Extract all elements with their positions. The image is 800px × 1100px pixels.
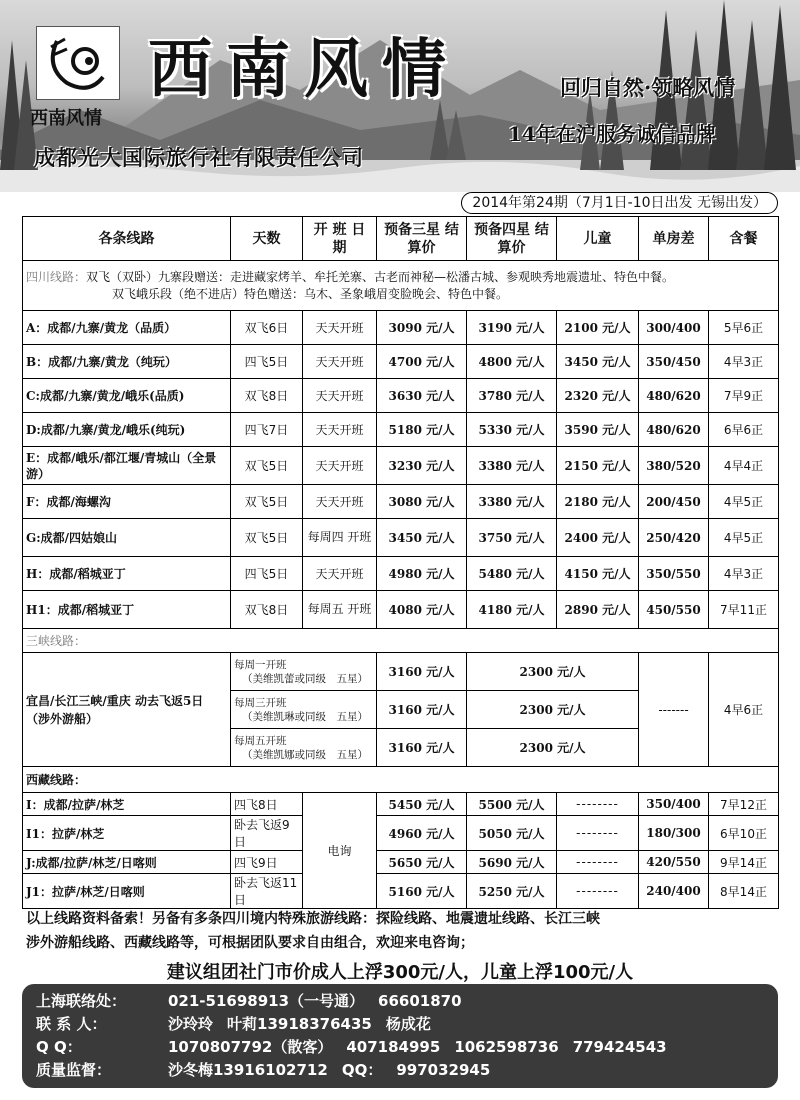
price-child-cell: 3450 元/人	[557, 345, 639, 379]
contact-person-2[interactable]: 叶莉13918376435	[227, 1015, 372, 1033]
table-header-row	[23, 217, 779, 261]
single-supplement-cell: 480/620	[639, 413, 709, 447]
days-cell: 双飞5日	[231, 485, 303, 519]
table-row	[23, 851, 779, 874]
route-cell: J1：拉萨/林芝/日喀则	[23, 874, 231, 909]
price-4star-cell: 5480 元/人	[467, 557, 557, 591]
price-child-cell: --------	[557, 793, 639, 816]
single-supplement-cell: 350/400	[639, 793, 709, 816]
days-cell: 四飞5日	[231, 345, 303, 379]
header-meals: 含餐	[709, 217, 779, 261]
qq-4[interactable]: 779424543	[572, 1038, 667, 1056]
price-4star-cell: 5250 元/人	[467, 874, 557, 909]
table-row	[23, 485, 779, 519]
meals-cell: 4早4正	[709, 447, 779, 485]
sichuan-section-note	[23, 261, 779, 311]
days-cell: 双飞8日	[231, 591, 303, 629]
slogan: 回归自然·领略风情	[560, 75, 736, 100]
price-3star-cell: 3230 元/人	[377, 447, 467, 485]
sanxia-option-cell	[231, 729, 377, 767]
price-child-cell: 2300 元/人	[467, 691, 639, 729]
logo-name: 西南风情	[30, 108, 102, 129]
header-3star: 预备三星 结算价	[377, 217, 467, 261]
price-4star-cell: 5500 元/人	[467, 793, 557, 816]
table-row	[23, 519, 779, 557]
schedule-cell: 天天开班	[303, 557, 377, 591]
qq-2[interactable]: 407184995	[346, 1038, 441, 1056]
office-phone[interactable]: 021-51698913（一号通）	[168, 992, 365, 1010]
tibet-section-label: 西藏线路：	[23, 767, 779, 793]
schedule-cell: 天天开班	[303, 379, 377, 413]
contact-panel	[22, 984, 778, 1088]
route-cell: I1：拉萨/林芝	[23, 816, 231, 851]
meals-cell: 7早11正	[709, 591, 779, 629]
qq-3[interactable]: 1062598736	[454, 1038, 559, 1056]
single-supplement-cell: -------	[639, 653, 709, 767]
route-cell: J:成都/拉萨/林芝/日喀则	[23, 851, 231, 874]
price-child-cell: --------	[557, 851, 639, 874]
price-3star-cell: 5650 元/人	[377, 851, 467, 874]
price-3star-cell: 3630 元/人	[377, 379, 467, 413]
sanxia-option-cell	[231, 691, 377, 729]
route-cell: H1：成都/稻城亚丁	[23, 591, 231, 629]
schedule-cell: 电询	[303, 793, 377, 909]
days-cell: 双飞6日	[231, 311, 303, 345]
days-cell: 四飞9日	[231, 851, 303, 874]
price-4star-cell: 3380 元/人	[467, 447, 557, 485]
single-supplement-cell: 420/550	[639, 851, 709, 874]
price-4star-cell: 3780 元/人	[467, 379, 557, 413]
single-supplement-cell: 200/450	[639, 485, 709, 519]
route-cell: D:成都/九寨/黄龙/峨乐(纯玩)	[23, 413, 231, 447]
price-table	[22, 216, 779, 909]
price-4star-cell: 3380 元/人	[467, 485, 557, 519]
days-cell: 四飞8日	[231, 793, 303, 816]
price-4star-cell: 3750 元/人	[467, 519, 557, 557]
sichuan-section-row	[23, 261, 779, 311]
price-3star-cell: 3080 元/人	[377, 485, 467, 519]
meals-cell: 4早3正	[709, 557, 779, 591]
logo	[36, 26, 120, 100]
contact-person-3: 杨成花	[385, 1015, 431, 1033]
schedule-cell: 天天开班	[303, 413, 377, 447]
sanxia-option-day: 每周三开班	[234, 696, 287, 709]
price-3star-cell: 3160 元/人	[377, 653, 467, 691]
price-3star-cell: 3160 元/人	[377, 729, 467, 767]
table-row	[23, 653, 779, 691]
brand-tagline: 14年在沪服务诚信品牌	[508, 122, 716, 146]
price-child-cell: 2100 元/人	[557, 311, 639, 345]
days-cell: 卧去飞返9日	[231, 816, 303, 851]
header-single: 单房差	[639, 217, 709, 261]
sanxia-option-cell	[231, 653, 377, 691]
footer-note-line-1: 以上线路资料备索！另备有多条四川境内特殊旅游线路：探险线路、地震遗址线路、长江三峡	[26, 911, 600, 927]
price-child-cell: 4150 元/人	[557, 557, 639, 591]
days-cell: 卧去飞返11日	[231, 874, 303, 909]
table-row	[23, 793, 779, 816]
schedule-cell: 天天开班	[303, 311, 377, 345]
header-route: 各条线路	[23, 217, 231, 261]
single-supplement-cell: 180/300	[639, 816, 709, 851]
single-supplement-cell: 350/450	[639, 345, 709, 379]
sichuan-note-2: 双飞峨乐段（绝不进店）特色赠送：乌木、圣象峨眉变脸晚会、特色中餐。	[112, 286, 509, 301]
table-row	[23, 557, 779, 591]
price-3star-cell: 4960 元/人	[377, 816, 467, 851]
price-child-cell: 2150 元/人	[557, 447, 639, 485]
price-4star-cell: 5330 元/人	[467, 413, 557, 447]
price-3star-cell: 5160 元/人	[377, 874, 467, 909]
single-supplement-cell: 350/550	[639, 557, 709, 591]
sanxia-option-ship: （美维凯娜或同级 五星）	[242, 748, 368, 761]
table-row	[23, 816, 779, 851]
issue-badge: 2014年第24期（7月1日-10日出发 无锡出发）	[461, 192, 778, 214]
single-supplement-cell: 240/400	[639, 874, 709, 909]
single-supplement-cell: 380/520	[639, 447, 709, 485]
contact-office-line	[36, 990, 764, 1013]
days-cell: 双飞5日	[231, 447, 303, 485]
schedule-cell: 天天开班	[303, 345, 377, 379]
meals-cell: 4早5正	[709, 519, 779, 557]
meals-cell: 6早6正	[709, 413, 779, 447]
quality-person[interactable]: 沙冬梅13916102712	[168, 1061, 328, 1079]
table-row	[23, 345, 779, 379]
route-cell: A：成都/九寨/黄龙（品质）	[23, 311, 231, 345]
price-child-cell: 2180 元/人	[557, 485, 639, 519]
meals-cell: 4早6正	[709, 653, 779, 767]
contact-person-line	[36, 1013, 764, 1036]
table-row	[23, 379, 779, 413]
schedule-cell: 天天开班	[303, 485, 377, 519]
sanxia-section-label: 三峡线路：	[23, 629, 779, 653]
meals-cell: 7早12正	[709, 793, 779, 816]
office-phone-2[interactable]: 66601870	[378, 992, 462, 1010]
header-schedule: 开 班 日 期	[303, 217, 377, 261]
sanxia-option-day: 每周五开班	[234, 734, 287, 747]
table-row	[23, 413, 779, 447]
price-child-cell: 2890 元/人	[557, 591, 639, 629]
schedule-cell: 每周四 开班	[303, 519, 377, 557]
table-row	[23, 447, 779, 485]
office-label: 上海联络处：	[36, 992, 127, 1010]
price-advice: 建议组团社门市价成人上浮300元/人，儿童上浮100元/人	[166, 962, 634, 983]
meals-cell: 6早10正	[709, 816, 779, 851]
table-row	[23, 591, 779, 629]
header-4star: 预备四星 结算价	[467, 217, 557, 261]
route-cell: F：成都/海螺沟	[23, 485, 231, 519]
price-child-cell: 2400 元/人	[557, 519, 639, 557]
route-cell: B：成都/九寨/黄龙（纯玩）	[23, 345, 231, 379]
price-child-cell: 2300 元/人	[467, 653, 639, 691]
meals-cell: 7早9正	[709, 379, 779, 413]
header-child: 儿童	[557, 217, 639, 261]
price-3star-cell: 3450 元/人	[377, 519, 467, 557]
contact-quality-line	[36, 1059, 764, 1082]
route-cell: I：成都/拉萨/林芝	[23, 793, 231, 816]
header-days: 天数	[231, 217, 303, 261]
days-cell: 四飞7日	[231, 413, 303, 447]
single-supplement-cell: 300/400	[639, 311, 709, 345]
price-3star-cell: 5180 元/人	[377, 413, 467, 447]
route-cell: E：成都/峨乐/都江堰/青城山（全景游）	[23, 447, 231, 485]
contact-qq-line	[36, 1036, 764, 1059]
sanxia-section-row	[23, 629, 779, 653]
single-supplement-cell: 450/550	[639, 591, 709, 629]
single-supplement-cell: 250/420	[639, 519, 709, 557]
swirl-logo-icon	[37, 27, 121, 101]
sanxia-option-ship: （美维凯琳或同级 五星）	[242, 710, 368, 723]
price-child-cell: 2300 元/人	[467, 729, 639, 767]
schedule-cell: 每周五 开班	[303, 591, 377, 629]
days-cell: 双飞5日	[231, 519, 303, 557]
header-banner	[0, 0, 800, 192]
person-label: 联 系 人：	[36, 1015, 107, 1033]
price-4star-cell: 4180 元/人	[467, 591, 557, 629]
route-cell: H：成都/稻城亚丁	[23, 557, 231, 591]
price-4star-cell: 3190 元/人	[467, 311, 557, 345]
meals-cell: 5早6正	[709, 311, 779, 345]
days-cell: 四飞5日	[231, 557, 303, 591]
sanxia-option-ship: （美维凯蕾或同级 五星）	[242, 672, 368, 685]
price-child-cell: 3590 元/人	[557, 413, 639, 447]
price-child-cell: --------	[557, 874, 639, 909]
qq-1[interactable]: 1070807792（散客）	[168, 1038, 333, 1056]
meals-cell: 9早14正	[709, 851, 779, 874]
price-4star-cell: 5050 元/人	[467, 816, 557, 851]
sichuan-note-1: 双飞（双卧）九寨段赠送：走进藏家烤羊、牟托羌寨、古老而神秘—松潘古城、参观映秀地震遗址、特色中餐。	[86, 269, 675, 284]
page-title: 西南风情	[148, 32, 460, 107]
price-3star-cell: 4980 元/人	[377, 557, 467, 591]
price-3star-cell: 3160 元/人	[377, 691, 467, 729]
price-child-cell: --------	[557, 816, 639, 851]
price-3star-cell: 4700 元/人	[377, 345, 467, 379]
sanxia-option-day: 每周一开班	[234, 658, 287, 671]
single-supplement-cell: 480/620	[639, 379, 709, 413]
table-row	[23, 874, 779, 909]
route-cell: C:成都/九寨/黄龙/峨乐(品质)	[23, 379, 231, 413]
footer-note-line-2: 涉外游船线路、西藏线路等，可根据团队要求自由组合，欢迎来电咨询；	[26, 935, 474, 951]
route-cell: 宜昌/长江三峡/重庆 动去飞返5日（涉外游船）	[23, 653, 231, 767]
meals-cell: 4早3正	[709, 345, 779, 379]
route-cell: G:成都/四姑娘山	[23, 519, 231, 557]
tibet-section-row	[23, 767, 779, 793]
meals-cell: 8早14正	[709, 874, 779, 909]
table-row	[23, 311, 779, 345]
quality-label: 质量监督：	[36, 1061, 112, 1079]
price-child-cell: 2320 元/人	[557, 379, 639, 413]
price-4star-cell: 4800 元/人	[467, 345, 557, 379]
sichuan-section-label: 四川线路：	[26, 269, 87, 284]
schedule-cell: 天天开班	[303, 447, 377, 485]
price-3star-cell: 3090 元/人	[377, 311, 467, 345]
days-cell: 双飞8日	[231, 379, 303, 413]
price-3star-cell: 4080 元/人	[377, 591, 467, 629]
meals-cell: 4早5正	[709, 485, 779, 519]
price-3star-cell: 5450 元/人	[377, 793, 467, 816]
quality-qq-label: QQ：	[341, 1061, 383, 1079]
quality-qq[interactable]: 997032945	[396, 1061, 491, 1079]
contact-person-1: 沙玲玲	[168, 1015, 214, 1033]
qq-label: Q Q：	[36, 1038, 82, 1056]
price-4star-cell: 5690 元/人	[467, 851, 557, 874]
company-name: 成都光大国际旅行社有限责任公司	[34, 146, 364, 170]
